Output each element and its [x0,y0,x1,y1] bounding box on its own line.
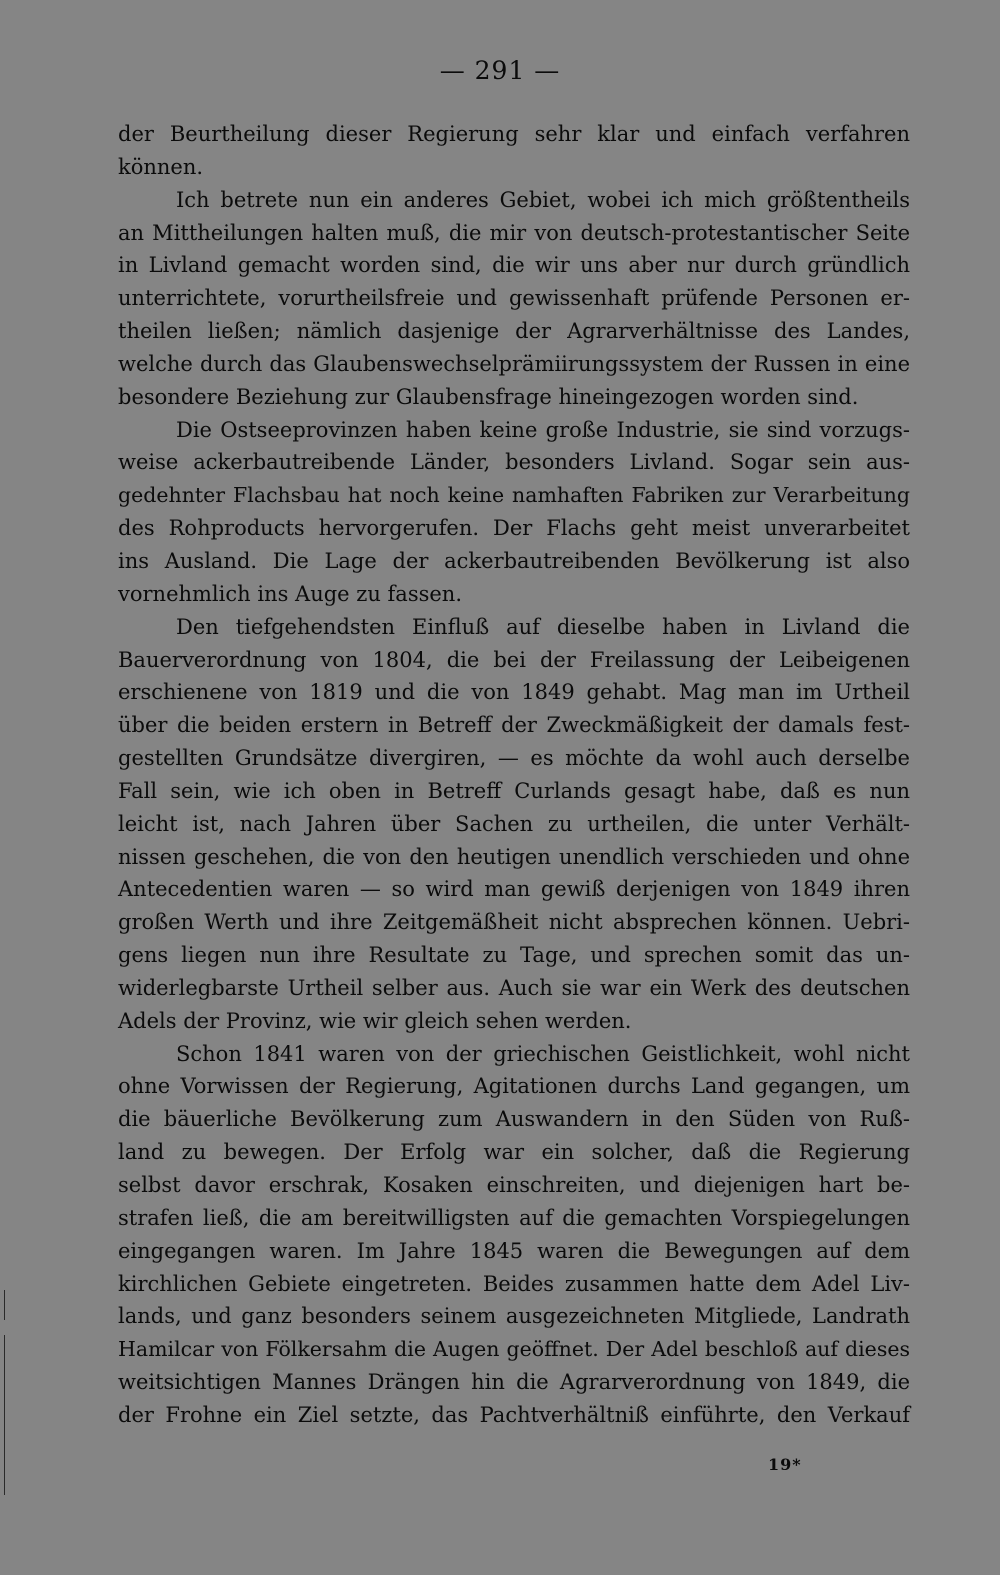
signature-mark: 19* [768,1455,802,1474]
page-number-header: — 291 — [439,56,561,85]
text-line: Den tiefgehendsten Einfluß auf dieselbe haben in Livland die [176,614,910,639]
text-line: großen Werth und ihre Zeitgemäßheit nicht absprechen können. Uebri- [118,910,910,935]
text-line: an Mittheilungen halten muß, die mir von deutsch-protestantischer Seite [118,220,910,245]
text-line: Fall sein, wie ich oben in Betreff Curlands gesagt habe, daß es nun [118,778,910,803]
text-line: die bäuerliche Bevölkerung zum Auswandern in den Süden von Ruß- [118,1107,910,1132]
text-line: gedehnter Flachsbau hat noch keine namhaften Fabriken zur Verarbeitung [118,483,910,508]
text-line: strafen ließ, die am bereitwilligsten auf die gemachten Vorspiegelungen [118,1205,910,1230]
body-text [118,118,910,1432]
text-line: gens liegen nun ihre Resultate zu Tage, und sprechen somit das un- [118,943,910,968]
text-line: leicht ist, nach Jahren über Sachen zu urtheilen, die unter Verhält- [118,811,910,836]
text-line: gestellten Grundsätze divergiren, — es möchte da wohl auch derselbe [118,746,910,771]
text-line: eingegangen waren. Im Jahre 1845 waren die Bewegungen auf dem [118,1238,910,1263]
text-line: Adels der Provinz, wie wir gleich sehen werden. [118,1008,632,1033]
text-line: Ich betrete nun ein anderes Gebiet, wobei ich mich größtentheils [176,187,910,212]
text-line: unterrichtete, vorurtheilsfreie und gewissenhaft prüfende Personen er- [118,286,910,311]
text-line: widerlegbarste Urtheil selber aus. Auch sie war ein Werk des deutschen [118,975,910,1000]
text-line: der Beurtheilung dieser Regierung sehr klar und einfach verfahren [118,122,910,146]
text-line: Bauerverordnung von 1804, die bei der Freilassung der Leibeigenen [118,647,910,672]
text-line: nissen geschehen, die von den heutigen unendlich verschieden und ohne [118,844,910,869]
text-line: weise ackerbautreibende Länder, besonders Livland. Sogar sein aus- [118,450,910,475]
text-line: erschienene von 1819 und die von 1849 gehabt. Mag man im Urtheil [118,680,910,705]
text-line: Hamilcar von Fölkersahm die Augen geöffnet. Der Adel beschloß auf dieses [118,1337,910,1362]
text-line: welche durch das Glaubenswechselprämiirungssystem der Russen in eine [118,351,910,376]
text-line: selbst davor erschrak, Kosaken einschreiten, und diejenigen hart be- [118,1173,910,1197]
text-line: land zu bewegen. Der Erfolg war ein solcher, daß die Regierung [118,1140,910,1165]
text-line: Antecedentien waren — so wird man gewiß derjenigen von 1849 ihren [118,877,910,902]
text-line: besondere Beziehung zur Glaubensfrage hineingezogen worden sind. [118,384,859,409]
text-line: lands, und ganz besonders seinem ausgezeichneten Mitgliede, Landrath [118,1304,910,1329]
margin-scan-mark [4,1335,5,1495]
text-line: ins Ausland. Die Lage der ackerbautreibenden Bevölkerung ist also [118,548,910,573]
text-line: Schon 1841 waren von der griechischen Geistlichkeit, wohl nicht [176,1041,910,1066]
text-line: kirchlichen Gebiete eingetreten. Beides zusammen hatte dem Adel Liv- [118,1271,910,1296]
text-line: ohne Vorwissen der Regierung, Agitationen durchs Land gegangen, um [118,1074,910,1099]
text-line: weitsichtigen Mannes Drängen hin die Agrarverordnung von 1849, die [118,1370,910,1395]
text-line: des Rohproducts hervorgerufen. Der Flachs geht meist unverarbeitet [118,516,910,541]
text-line: vornehmlich ins Auge zu fassen. [118,581,462,606]
text-line: Die Ostseeprovinzen haben keine große Industrie, sie sind vorzugs- [176,417,910,442]
margin-scan-mark [4,1290,5,1320]
text-line: in Livland gemacht worden sind, die wir uns aber nur durch gründlich [118,253,910,278]
text-line: können. [118,154,204,179]
text-line: theilen ließen; nämlich dasjenige der Agrarverhältnisse des Landes, [118,319,910,344]
text-line: der Frohne ein Ziel setzte, das Pachtverhältniß einführte, den Verkauf [118,1402,910,1427]
text-line: über die beiden erstern in Betreff der Zweckmäßigkeit der damals fest- [118,713,910,738]
